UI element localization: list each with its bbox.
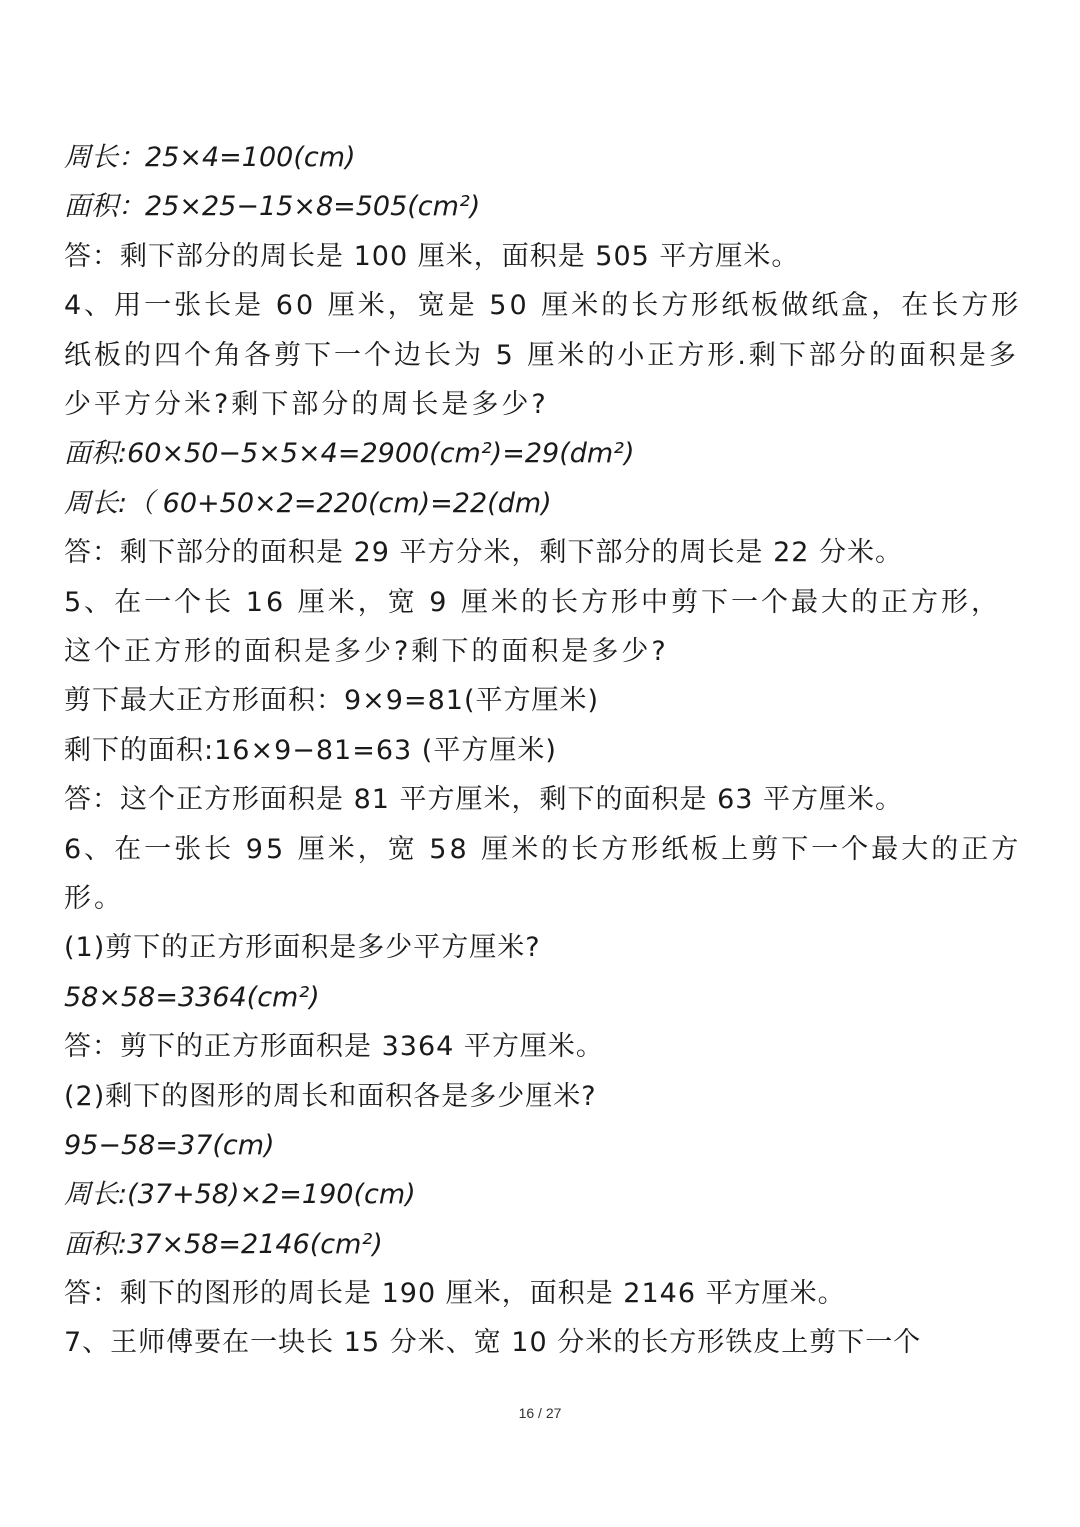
area-formula-line: 面积:37×58=2146(cm²) [64, 1228, 383, 1260]
answer-line: 答：剩下部分的面积是 29 平方分米，剩下部分的周长是 22 分米。 [64, 537, 904, 569]
question-6: 6、在一张长 95 厘米，宽 58 厘米的长方形纸板上剪下一个最大的正方形。 [64, 833, 1022, 914]
page-content [64, 133, 1024, 1368]
perimeter-formula-line: 周长：25×4=100(cm) [64, 142, 356, 173]
square-area-line: 剪下最大正方形面积：9×9=81(平方厘米) [64, 685, 600, 717]
answer-line: 答：这个正方形面积是 81 平方厘米，剩下的面积是 63 平方厘米。 [64, 784, 904, 816]
question-4: 4、用一张长是 60 厘米，宽是 50 厘米的长方形纸板做纸盒，在长方形纸板的四个角各剪下一个边长为 5 厘米的小正方形.剩下部分的面积是多少平方分米?剩下部分的周长是多少? [64, 290, 1022, 420]
answer-line: 答：剩下的图形的周长是 190 厘米，面积是 2146 平方厘米。 [64, 1278, 846, 1310]
calculation-line: 95−58=37(cm) [64, 1129, 275, 1161]
question-5: 5、在一个长 16 厘米，宽 9 厘米的长方形中剪下一个最大的正方形，这个正方形的面积是多少?剩下的面积是多少? [64, 586, 1002, 667]
page-number: 16 / 27 [518, 1405, 562, 1421]
calculation-line: 58×58=3364(cm²) [64, 981, 320, 1013]
remaining-area-line: 剩下的面积:16×9−81=63 (平方厘米) [64, 734, 557, 766]
area-formula-line: 面积:60×50−5×5×4=2900(cm²)=29(dm²) [64, 438, 635, 470]
sub-question-2: (2)剩下的图形的周长和面积各是多少厘米? [64, 1080, 597, 1112]
sub-question-1: (1)剪下的正方形面积是多少平方厘米? [64, 932, 541, 964]
answer-line: 答：剩下部分的周长是 100 厘米，面积是 505 平方厘米。 [64, 240, 800, 272]
perimeter-formula-line: 周长:（ 60+50×2=220(cm)=22(dm) [64, 487, 552, 519]
answer-line: 答：剪下的正方形面积是 3364 平方厘米。 [64, 1031, 604, 1063]
area-formula-line: 面积：25×25−15×8=505(cm²) [64, 191, 481, 223]
question-7: 7、王师傅要在一块长 15 分米、宽 10 分米的长方形铁皮上剪下一个 [64, 1327, 922, 1359]
perimeter-formula-line: 周长:(37+58)×2=190(cm) [64, 1179, 416, 1211]
